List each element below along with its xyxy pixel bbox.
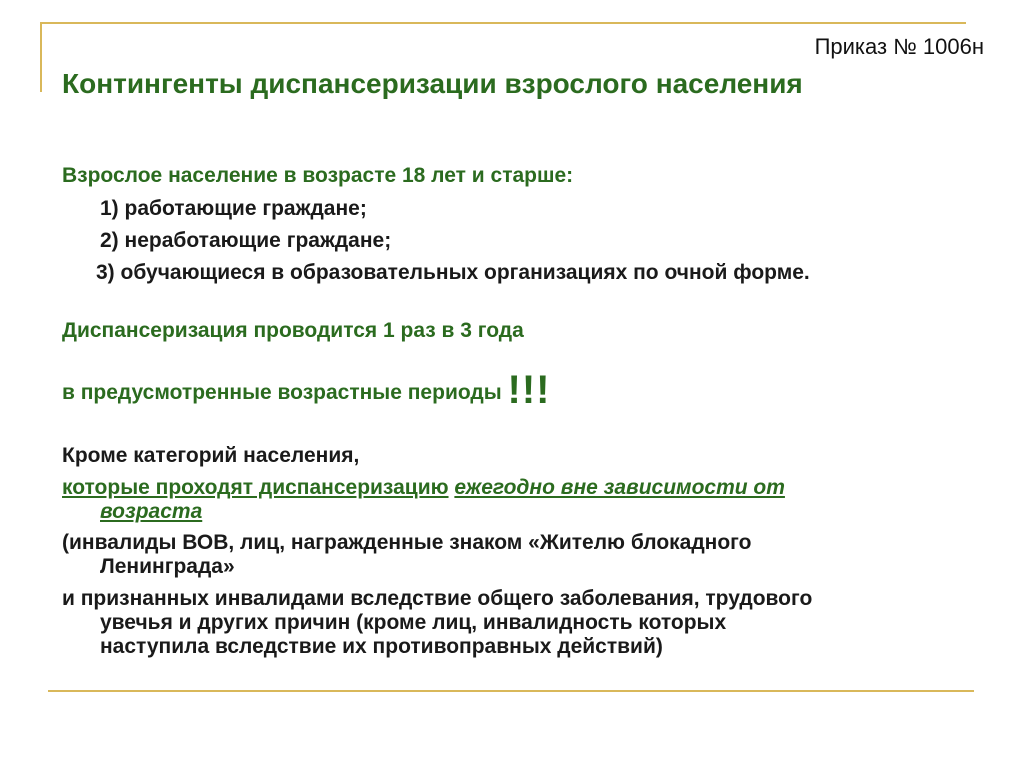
frame-bottom-line <box>48 690 974 692</box>
exclamation-marks: !!! <box>507 368 551 412</box>
except-link-age: возраста <box>100 500 203 523</box>
except-link-categories: которые проходят диспансеризацию <box>62 476 449 499</box>
category-1-line-2: Ленинграда» <box>100 555 235 578</box>
population-item-3: 3) обучающиеся в образовательных организациях по очной форме. <box>96 261 810 284</box>
except-link-annually: ежегодно вне зависимости от <box>454 476 785 499</box>
frame-top-line <box>40 22 966 24</box>
population-item-2: 2) неработающие граждане; <box>100 229 392 252</box>
population-intro: Взрослое население в возрасте 18 лет и старше: <box>62 164 574 187</box>
category-2-line-1: и признанных инвалидами вследствие общего заболевания, трудового <box>62 587 813 610</box>
category-2-line-2: увечья и других причин (кроме лиц, инвалидность которых <box>100 611 727 634</box>
frequency-line-2 <box>62 368 551 412</box>
order-number: Приказ № 1006н <box>814 34 984 59</box>
except-intro: Кроме категорий населения, <box>62 444 360 467</box>
category-1-line-1: (инвалиды ВОВ, лиц, награжденные знаком «Жителю блокадного <box>62 531 752 554</box>
category-2-line-3: наступила вследствие их противоправных действий) <box>100 635 663 658</box>
frequency-line-1: Диспансеризация проводится 1 раз в 3 года <box>62 319 524 342</box>
slide-title: Контингенты диспансеризации взрослого населения <box>62 68 803 99</box>
frame-left-line <box>40 22 42 92</box>
population-item-1: 1) работающие граждане; <box>100 197 367 220</box>
frequency-line-2-text: в предусмотренные возрастные периоды <box>62 381 502 404</box>
except-line-1 <box>62 475 785 501</box>
